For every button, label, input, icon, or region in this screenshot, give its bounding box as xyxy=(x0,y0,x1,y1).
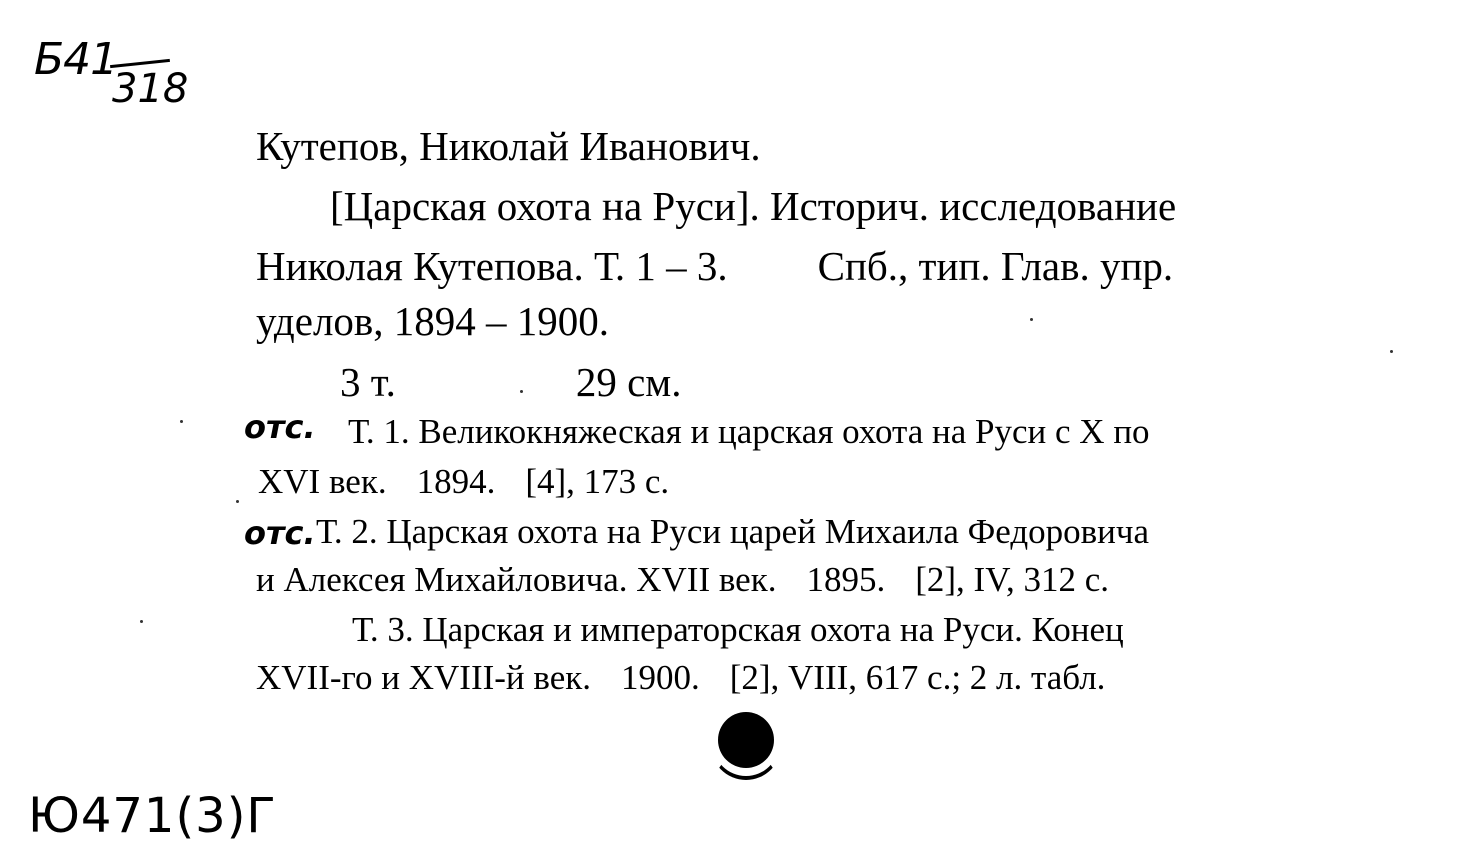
extent-volumes: 3 т. xyxy=(340,359,396,405)
scan-speck xyxy=(140,620,143,623)
volume-3-year: 1900. xyxy=(621,658,700,697)
shelfmark-bottom: Ю471(3)Г xyxy=(28,788,277,844)
volume-1-title-end: XVI век. xyxy=(258,462,387,501)
title-line-2-text: Николая Кутепова. Т. 1 – 3. xyxy=(256,243,728,289)
scan-speck xyxy=(520,390,523,393)
shelfmark-sub: 318 xyxy=(112,66,189,112)
scan-speck xyxy=(1030,318,1033,321)
volume-3-pages: [2], VIII, 617 с.; 2 л. табл. xyxy=(729,658,1106,697)
volume-3-line-1: Т. 3. Царская и императорская охота на Руси. Конец xyxy=(352,610,1124,649)
title-line-2 xyxy=(256,243,1174,289)
physical-description xyxy=(340,359,682,405)
author-heading: Кутепов, Николай Иванович. xyxy=(256,123,761,169)
absent-mark-v2: отс. xyxy=(244,514,316,552)
volume-2-pages: [2], IV, 312 с. xyxy=(915,560,1109,599)
volume-1-line-1: Т. 1. Великокняжеская и царская охота на Руси с X по xyxy=(348,412,1150,451)
scan-speck xyxy=(1390,350,1393,353)
title-line-1: [Царская охота на Руси]. Историч. исследование xyxy=(330,183,1177,229)
volume-1-year: 1894. xyxy=(416,462,496,501)
title-line-3: уделов, 1894 – 1900. xyxy=(256,298,610,344)
volume-1-pages: [4], 173 с. xyxy=(525,462,670,501)
imprint: Спб., тип. Глав. упр. xyxy=(817,243,1174,289)
volume-1-line-2 xyxy=(258,464,669,499)
volume-3-line-2 xyxy=(256,660,1105,695)
volume-2-line-1: Т. 2. Царская охота на Руси царей Михаила Федоровича xyxy=(316,512,1150,551)
volume-2-title-end: и Алексея Михайловича. XVII век. xyxy=(256,560,777,599)
volume-2-year: 1895. xyxy=(806,560,886,599)
volume-2-line-2 xyxy=(256,562,1109,597)
scan-speck xyxy=(236,500,239,503)
extent-size: 29 см. xyxy=(575,359,682,405)
shelfmark-top: Б41 xyxy=(34,34,118,85)
absent-mark-v1: отс. xyxy=(244,408,316,446)
card-punch-hole xyxy=(718,712,774,768)
scan-speck xyxy=(180,420,183,423)
volume-3-title-end: XVII-го и XVIII-й век. xyxy=(256,658,591,697)
